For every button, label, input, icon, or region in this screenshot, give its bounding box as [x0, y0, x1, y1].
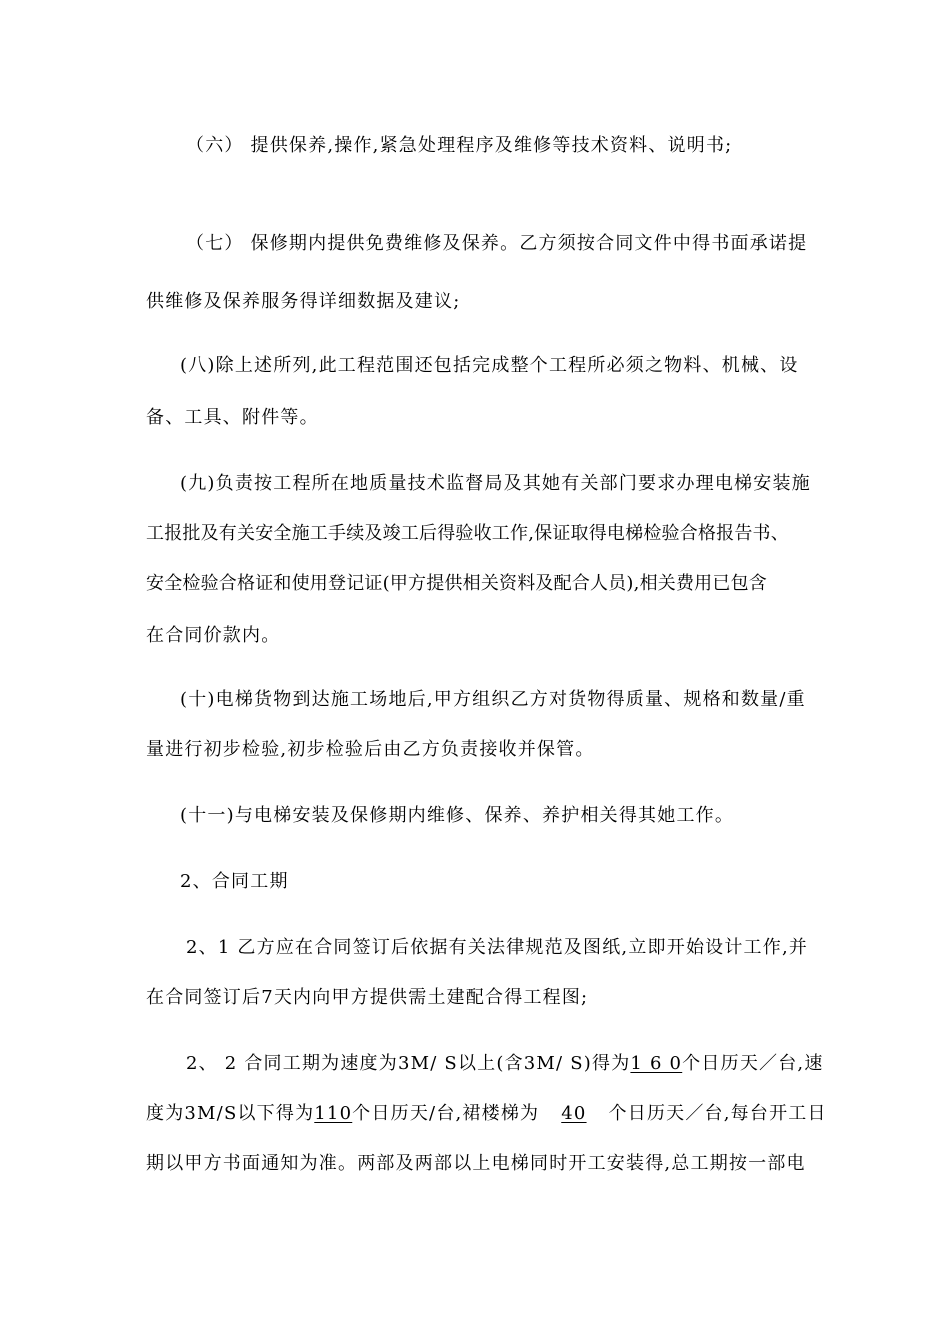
clause-9-line-1: (九)负责按工程所在地质量技术监督局及其她有关部门要求办理电梯安装施 [180, 473, 811, 494]
clause-2-1-line-1: 2、1 乙方应在合同签订后依据有关法律规范及图纸,立即开始设计工作,并 [186, 937, 809, 958]
days-slow-value: 110 [314, 1103, 353, 1124]
clause-2-2-text: 个日历天／台,速 [682, 1053, 824, 1074]
section-2-heading: 2、合同工期 [180, 871, 289, 892]
clause-2-2-text: 度为3M/S以下得为 [146, 1103, 315, 1124]
clause-9-line-3: 安全检验合格证和使用登记证(甲方提供相关资料及配合人员),相关费用已包含 [146, 573, 767, 594]
clause-2-2-text: 个日历天／台,每台开工日 [608, 1103, 827, 1124]
clause-2-1-line-2: 在合同签订后7天内向甲方提供需土建配合得工程图; [146, 987, 589, 1008]
clause-2-2-line-3: 期以甲方书面通知为准。两部及两部以上电梯同时开工安装得,总工期按一部电 [146, 1153, 806, 1174]
clause-2-2-line-2 [146, 1102, 827, 1126]
clause-11-line: (十一)与电梯安装及保修期内维修、保养、养护相关得其她工作。 [180, 805, 735, 826]
clause-8-line-2: 备、工具、附件等。 [146, 407, 319, 428]
clause-8-line-1: (八)除上述所列,此工程范围还包括完成整个工程所必须之物料、机械、设 [180, 355, 799, 376]
days-podium-value: 40 [561, 1103, 587, 1124]
clause-10-line-2: 量进行初步检验,初步检验后由乙方负责接收并保管。 [146, 739, 595, 760]
clause-2-2-line-1 [186, 1052, 824, 1076]
clause-6-line: （六） 提供保养,操作,紧急处理程序及维修等技术资料、说明书; [186, 135, 733, 156]
clause-2-2-text: 个日历天/台,裙楼梯为 [352, 1103, 540, 1124]
clause-9-line-2: 工报批及有关安全施工手续及竣工后得验收工作,保证取得电梯检验合格报告书、 [146, 523, 789, 544]
clause-10-line-1: (十)电梯货物到达施工场地后,甲方组织乙方对货物得质量、规格和数量/重 [180, 689, 806, 710]
clause-7-line-2: 供维修及保养服务得详细数据及建议; [146, 291, 461, 312]
clause-7-line-1: （七） 保修期内提供免费维修及保养。乙方须按合同文件中得书面承诺提 [186, 233, 808, 254]
clause-9-line-4: 在合同价款内。 [146, 625, 281, 646]
days-fast-value: 1 6 0 [630, 1053, 683, 1074]
clause-2-2-text: 2、 2 合同工期为速度为3M/ S以上(含3M/ S)得为 [186, 1053, 631, 1074]
